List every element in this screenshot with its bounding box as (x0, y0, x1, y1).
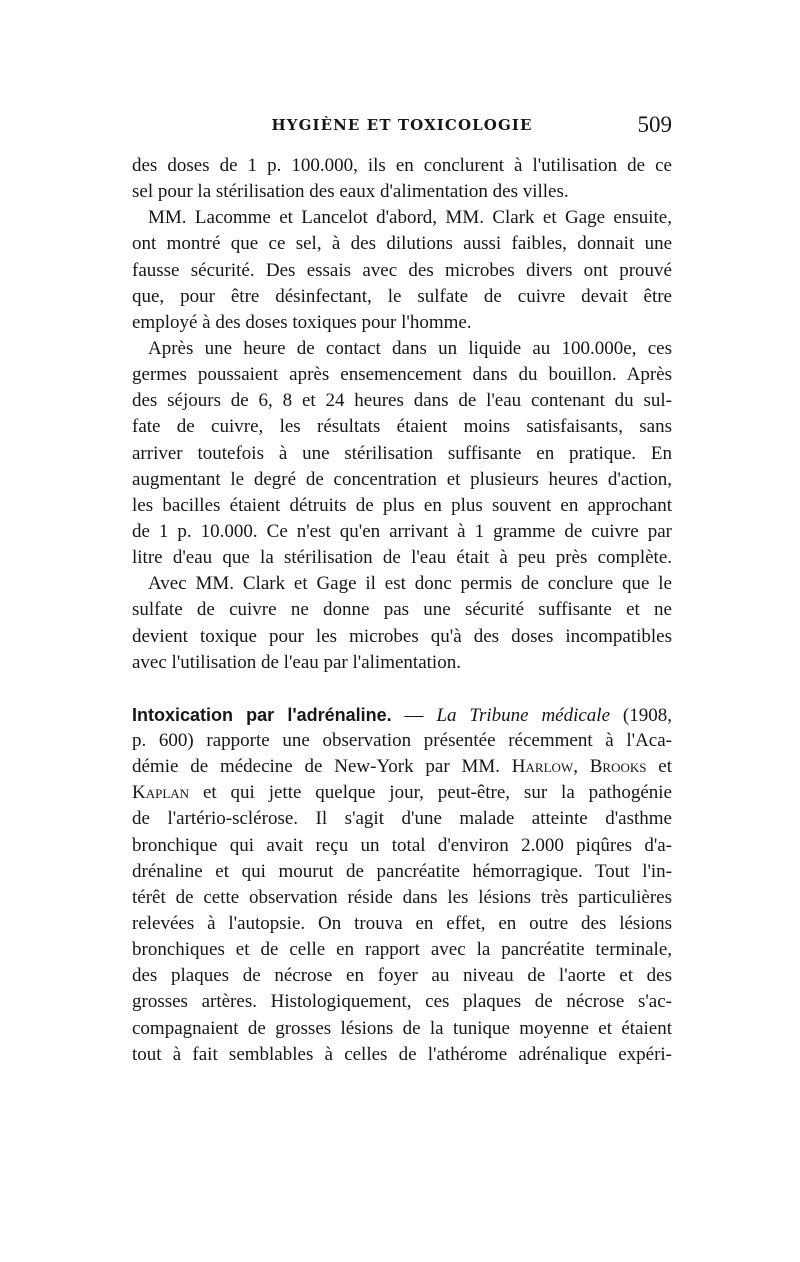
running-head: HYGIÈNE ET TOXICOLOGIE (271, 116, 533, 134)
text-line: tout à fait semblables à celles de l'athérome adrénalique expéri- (132, 1043, 672, 1065)
text-line: grosses artères. Histologiquement, ces plaques de nécrose s'ac- (132, 991, 672, 1013)
text-line: employé à des doses toxiques pour l'homme. (132, 311, 472, 333)
text-line: les bacilles étaient détruits de plus en plus souvent en approchant (132, 494, 672, 516)
text-fragment: (1908, (610, 704, 672, 726)
author-name: Kaplan (132, 782, 190, 804)
text-line: des plaques de nécrose en foyer au niveau de l'aorte et des (132, 965, 672, 987)
author-name: Harlow (511, 756, 574, 778)
text-line: arriver toutefois à une stérilisation suffisante en pratique. En (132, 442, 672, 464)
paragraph-2 (132, 205, 672, 336)
text-line: fausse sécurité. Des essais avec des microbes divers ont prouvé (132, 259, 672, 281)
text-line: MM. Lacomme et Lancelot d'abord, MM. Clark et Gage ensuite, (148, 207, 672, 229)
section-heading: Intoxication par l'adrénaline. (132, 704, 392, 725)
text-line: relevées à l'autopsie. On trouva en effet, en outre des lésions (132, 912, 672, 934)
text-line: fate de cuivre, les résultats étaient moins satisfaisants, sans (132, 416, 672, 438)
text-line: Avec MM. Clark et Gage il est donc permis de conclure que le (148, 573, 672, 595)
text-line: sulfate de cuivre ne donne pas une sécurité suffisante et ne (132, 599, 672, 621)
paragraph-3 (132, 336, 672, 571)
text-line: p. 600) rapporte une observation présentée récemment à l'Aca- (132, 729, 672, 751)
heading-dash: — (391, 704, 437, 726)
text-line: compagnaient de grosses lésions de la tunique moyenne et étaient (132, 1017, 672, 1039)
authors-line (132, 754, 672, 780)
text-line: augmentant le degré de concentration et plusieurs heures d'action, (132, 468, 672, 490)
text-line: drénaline et qui mourut de pancréatite hémorragique. Tout l'in- (132, 860, 672, 882)
paragraph-1 (132, 153, 672, 205)
text-fragment: et qui jette quelque jour, peut-être, sur la pathogénie (189, 782, 672, 804)
text-line: germes poussaient après ensemencement dans du bouillon. Après (132, 364, 672, 386)
body-text (132, 153, 672, 1068)
text-fragment: , (573, 756, 590, 778)
journal-title: La Tribune médicale (436, 704, 611, 726)
text-fragment: et (646, 756, 672, 778)
section-adrenaline (132, 702, 672, 1068)
text-line: sel pour la stérilisation des eaux d'alimentation des villes. (132, 181, 569, 203)
text-line: ont montré que ce sel, à des dilutions aussi faibles, donnait une (132, 233, 672, 255)
text-line: de l'artério-sclérose. Il s'agit d'une malade atteinte d'asthme (132, 808, 672, 830)
text-line: térêt de cette observation réside dans les lésions très particulières (132, 886, 672, 908)
text-line: avec l'utilisation de l'eau par l'alimentation. (132, 651, 461, 673)
paragraph-4 (132, 571, 672, 676)
text-line: des séjours de 6, 8 et 24 heures dans de l'eau contenant du sul- (132, 390, 672, 412)
page-header (132, 112, 672, 142)
text-line: bronchiques et de celle en rapport avec la pancréatite terminale, (132, 939, 672, 961)
text-line: des doses de 1 p. 100.000, ils en conclurent à l'utilisation de ce (132, 155, 672, 176)
text-line: que, pour être désinfectant, le sulfate de cuivre devait être (132, 285, 672, 307)
text-line: bronchique qui avait reçu un total d'environ 2.000 piqûres d'a- (132, 834, 672, 856)
authors-line (132, 780, 672, 806)
text-line: devient toxique pour les microbes qu'à des doses incompatibles (132, 625, 672, 647)
page-number: 509 (637, 112, 672, 137)
text-line: Après une heure de contact dans un liquide au 100.000e, ces (148, 337, 672, 359)
text-line: de 1 p. 10.000. Ce n'est qu'en arrivant à 1 gramme de cuivre par (132, 520, 672, 542)
author-name: Brooks (589, 756, 647, 778)
text-fragment: démie de médecine de New-York par MM. (132, 756, 512, 778)
section-first-line (132, 702, 672, 728)
text-line: litre d'eau que la stérilisation de l'eau était à peu près complète. (132, 547, 672, 569)
